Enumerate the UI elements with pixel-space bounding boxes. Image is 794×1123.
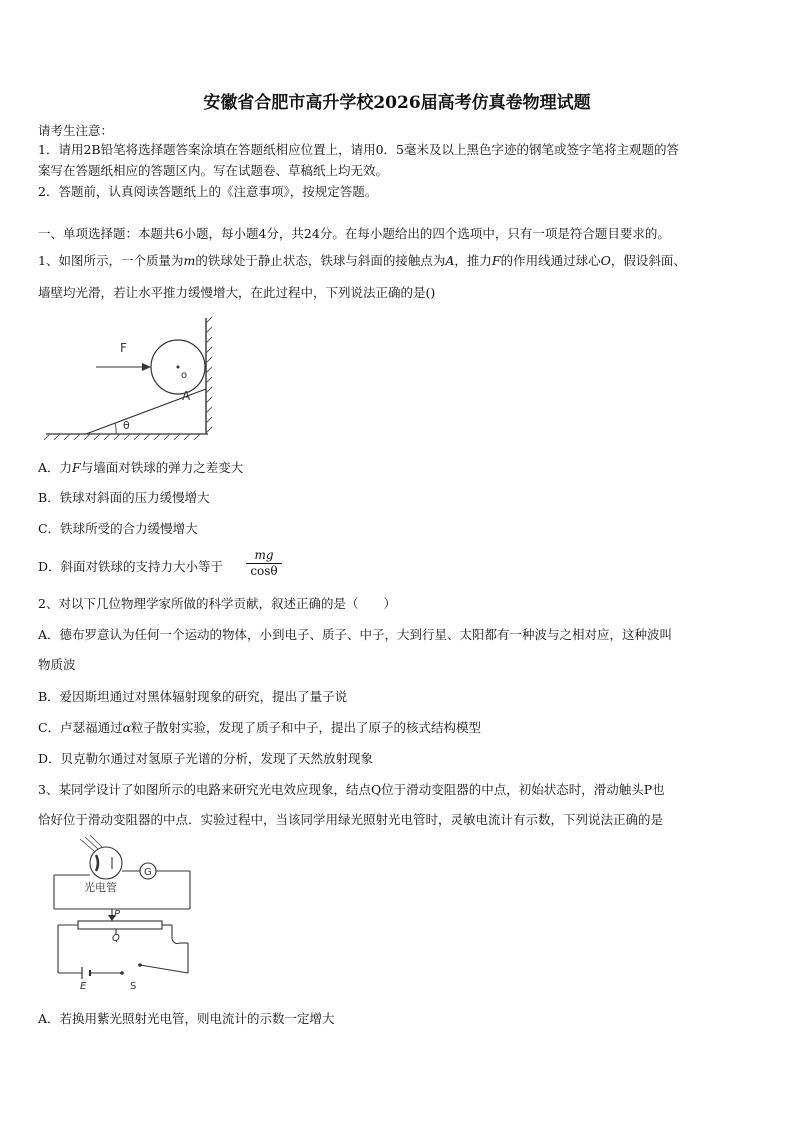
q3-option-a: A．若换用紫光照射光电管，则电流计的示数一定增大: [38, 1011, 335, 1026]
q1-option-d: D．斜面对铁球的支持力大小等于: [38, 559, 224, 574]
q1-option-a: [38, 458, 243, 476]
q1-stem-F: F: [491, 253, 501, 268]
q2-stem: 2、对以下几位物理学家所做的科学贡献，叙述正确的是（ ）: [38, 596, 396, 611]
q1-stem-a: 1、如图所示，一个质量为: [38, 253, 184, 268]
label-F: F: [120, 341, 127, 355]
q2-option-d: D．贝克勒尔通过对氢原子光谱的分析，发现了天然放射现象: [38, 751, 374, 766]
q1-figure-incline-ball: [38, 315, 218, 440]
page-title: 安徽省合肥市高升学校2026届高考仿真卷物理试题: [203, 93, 591, 113]
q1-stem-b: 的铁球处于静止状态，铁球与斜面的接触点为: [195, 253, 446, 268]
photo-tube: [90, 847, 122, 879]
notice-heading: 请考生注意：: [38, 123, 114, 138]
q1-stem-c: ，推力: [454, 253, 492, 268]
q1-option-a-pre: A．力: [38, 460, 73, 475]
q1-stem-d: 的作用线通过球心: [500, 253, 601, 268]
force-arrow-head: [142, 363, 151, 371]
rheostat: [78, 921, 162, 929]
label-E: E: [80, 981, 87, 992]
label-A: A: [182, 389, 191, 403]
label-P: P: [114, 909, 121, 920]
q3-stem-line2: 恰好位于滑动变阻器的中点．实验过程中，当该同学用绿光照射光电管时，灵敏电流计有示数，下列说法正确的是: [38, 812, 664, 827]
q2-option-c-pre: C．卢瑟福通过: [38, 720, 123, 735]
q1-option-d-fraction: [246, 548, 282, 579]
q1-stem-e: ，假设斜面、: [610, 253, 686, 268]
fraction-denominator: cosθ: [250, 564, 278, 578]
q2-option-c-post: 粒子散射实验，发现了质子和中子，提出了原子的核式结构模型: [131, 720, 482, 735]
q2-option-a-line1: A．德布罗意认为任何一个运动的物体，小到电子、质子、中子，大到行星、太阳都有一种波与之相对应，这种波叫: [38, 627, 673, 642]
label-Q: Q: [112, 933, 120, 944]
wall-hatching: [206, 317, 212, 433]
q2-option-c: [38, 718, 481, 736]
notice-item-1: 1．请用2B铅笔将选择题答案涂填在答题纸相应位置上，请用0．5毫米及以上黑色字迹的钢笔或签字笔将主观题的答: [38, 142, 679, 157]
q1-stem-A: A: [445, 253, 455, 268]
notice-item-1-cont: 案写在答题纸相应的答题区内。写在试题卷、草稿纸上均无效。: [38, 163, 389, 178]
section-1-header: 一、单项选择题：本题共6小题，每小题4分，共24分。在每小题给出的四个选项中，只有一项是符合题目要求的。: [38, 226, 670, 241]
label-S: S: [130, 981, 137, 992]
q1-stem-line2: 墙壁均光滑，若让水平推力缓慢增大，在此过程中，下列说法正确的是(): [38, 285, 436, 300]
ball-center-dot: [177, 366, 180, 369]
q3-figure-circuit: [50, 835, 200, 995]
label-phototube: 光电管: [84, 881, 117, 894]
fraction-numerator: mg: [246, 548, 282, 564]
q1-stem-O: O: [600, 253, 611, 268]
label-G: G: [144, 867, 152, 878]
q1-stem-line1: [38, 251, 686, 269]
label-O: o: [181, 370, 188, 381]
label-theta: θ: [123, 419, 130, 432]
switch-pivot: [120, 971, 124, 975]
q3-stem-line1: 3、某同学设计了如图所示的电路来研究光电效应现象，结点Q位于滑动变阻器的中点，初始状态时，滑动触头P也: [38, 782, 665, 797]
notice-item-2: 2．答题前，认真阅读答题纸上的《注意事项》，按规定答题。: [38, 184, 378, 199]
q1-stem-m: m: [183, 253, 196, 268]
switch-contact: [138, 963, 142, 967]
theta-arc: [115, 423, 116, 434]
q1-option-a-F: F: [72, 460, 81, 475]
q1-option-c: C．铁球所受的合力缓慢增大: [38, 521, 198, 536]
q1-option-b: B．铁球对斜面的压力缓慢增大: [38, 490, 210, 505]
q1-option-a-post: 与墙面对铁球的弹力之差变大: [80, 460, 244, 475]
ground-hatching: [44, 434, 200, 440]
q2-option-a-line2: 物质波: [38, 657, 76, 672]
q2-option-b: B．爱因斯坦通过对黑体辐射现象的研究，提出了量子说: [38, 689, 348, 704]
q2-option-c-alpha: α: [122, 720, 132, 735]
